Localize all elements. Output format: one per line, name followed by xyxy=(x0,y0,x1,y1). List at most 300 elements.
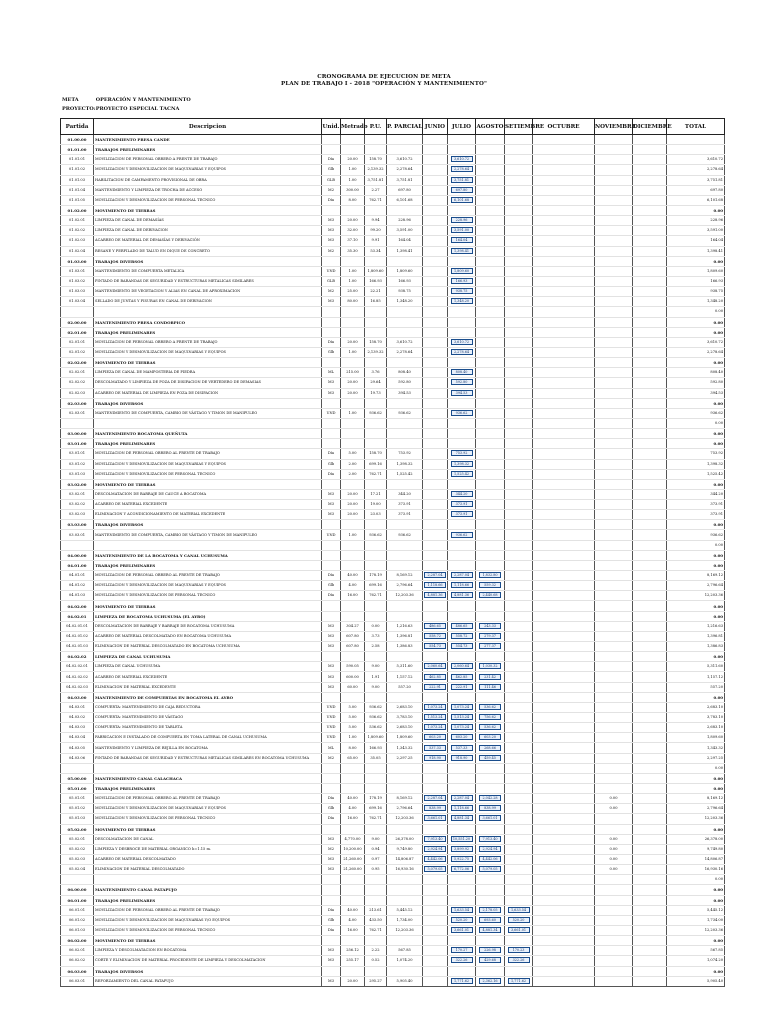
diciembre-cell xyxy=(633,520,667,530)
partida-cell: 05.02.01 xyxy=(61,834,94,844)
precio-unitario-cell: 1,809.60 xyxy=(365,266,387,276)
total-cell: 0.00 xyxy=(667,692,725,702)
table-row xyxy=(61,155,725,165)
precio-parcial-cell xyxy=(387,773,423,783)
julio-cell xyxy=(448,489,476,499)
partida-cell: 02.00.00 xyxy=(61,317,94,327)
unidad-cell: UND xyxy=(322,723,341,733)
junio-cell xyxy=(423,672,448,682)
setiembre-cell xyxy=(505,885,533,895)
schedule-bar: 1,398.32 xyxy=(451,461,473,467)
total-cell: 0.00 xyxy=(667,885,725,895)
precio-unitario-cell: 2.58 xyxy=(365,642,387,652)
partida-cell: 06.01.02 xyxy=(61,915,94,925)
agosto-cell xyxy=(476,672,505,682)
octubre-cell xyxy=(533,865,595,875)
unidad-cell: Glb xyxy=(322,347,341,357)
schedule-bar: 2,362.16 xyxy=(479,978,501,984)
table-row xyxy=(61,560,725,570)
noviembre-cell xyxy=(595,449,633,459)
setiembre-cell xyxy=(505,925,533,935)
table-row xyxy=(61,601,725,611)
metrado-cell xyxy=(341,520,365,530)
julio-cell xyxy=(448,358,476,368)
agosto-cell xyxy=(476,834,505,844)
precio-parcial-cell xyxy=(387,875,423,885)
descripcion-cell: MOVILIZACION DE PERSONAL OBRERO AL FRENTE DE TRABAJO xyxy=(94,449,322,459)
total-cell: 228.96 xyxy=(667,216,725,226)
julio-cell xyxy=(448,905,476,915)
metrado-cell: 215.00 xyxy=(341,368,365,378)
octubre-cell xyxy=(533,733,595,743)
total-cell: 0.00 xyxy=(667,439,725,449)
descripcion-cell: MOVILIZACION Y DESMOVILIZACION DE PERSONAL TECNICO xyxy=(94,591,322,601)
schedule-bar: 3,661.01 xyxy=(451,927,473,933)
junio-cell xyxy=(423,398,448,408)
julio-cell xyxy=(448,317,476,327)
precio-unitario-cell: 536.62 xyxy=(365,723,387,733)
table-row xyxy=(61,642,725,652)
octubre-cell xyxy=(533,439,595,449)
total-cell: 9,749.80 xyxy=(667,844,725,854)
julio-cell xyxy=(448,702,476,712)
precio-parcial-cell: 164.04 xyxy=(387,236,423,246)
metrado-cell: 21,260.00 xyxy=(341,854,365,864)
unidad-cell xyxy=(322,692,341,702)
diciembre-cell xyxy=(633,317,667,327)
metrado-cell: 1.00 xyxy=(341,266,365,276)
schedule-bar: 3,661.01 xyxy=(424,815,446,821)
junio-cell xyxy=(423,378,448,388)
partida-cell: 04.01.01 xyxy=(61,571,94,581)
partida-cell: 06.02.00 xyxy=(61,936,94,946)
descripcion-cell: PINTADO DE BARANDAS DE SEGURIDAD Y ESTRUCTURAS METALICAS SIMILARES EN BOCATOMA UCHUSUMA xyxy=(94,753,322,763)
schedule-bar: 170.27 xyxy=(451,947,473,953)
setiembre-cell xyxy=(505,378,533,388)
total-cell: 0.00 xyxy=(667,611,725,621)
descripcion-cell: SELLADO DE JUNTAS Y FISURAS EN CANAL DE DERIVACION xyxy=(94,297,322,307)
metrado-cell: 40.00 xyxy=(341,905,365,915)
metrado-cell: 4.00 xyxy=(341,581,365,591)
setiembre-cell xyxy=(505,824,533,834)
schedule-bar: 938.75 xyxy=(451,288,473,294)
diciembre-cell xyxy=(633,804,667,814)
octubre-cell xyxy=(533,287,595,297)
setiembre-cell xyxy=(505,155,533,165)
table-row xyxy=(61,368,725,378)
octubre-cell xyxy=(533,976,595,986)
junio-cell xyxy=(423,905,448,915)
julio-cell xyxy=(448,550,476,560)
julio-cell xyxy=(448,723,476,733)
descripcion-cell: LIMPIEZA DE CANAL UCHUSUMA xyxy=(94,662,322,672)
partida-cell: 04.03.04 xyxy=(61,733,94,743)
agosto-cell xyxy=(476,905,505,915)
agosto-cell xyxy=(476,865,505,875)
descripcion-cell: MOVIMIENTO DE TIERRAS xyxy=(94,479,322,489)
descripcion-cell: MOVILIZACION Y DESMOVILIZACION DE MAQUINARIAS Y EQUIPOS xyxy=(94,347,322,357)
precio-parcial-cell: 344.20 xyxy=(387,489,423,499)
octubre-cell xyxy=(533,895,595,905)
metrado-cell: 8.00 xyxy=(341,195,365,205)
partida-cell: 01.02.03 xyxy=(61,236,94,246)
header-setiembre: SETIEMBRE xyxy=(505,119,533,135)
octubre-cell xyxy=(533,773,595,783)
precio-unitario-cell: 0.95 xyxy=(365,865,387,875)
metrado-cell: 25.00 xyxy=(341,287,365,297)
octubre-cell xyxy=(533,135,595,145)
setiembre-cell xyxy=(505,418,533,428)
octubre-cell xyxy=(533,337,595,347)
metrado-cell: 607.80 xyxy=(341,631,365,641)
unidad-cell: Día xyxy=(322,469,341,479)
unidad-cell xyxy=(322,418,341,428)
noviembre-cell xyxy=(595,205,633,215)
table-row xyxy=(61,946,725,956)
junio-cell xyxy=(423,702,448,712)
precio-parcial-cell: 938.75 xyxy=(387,287,423,297)
schedule-bar: 603.20 xyxy=(424,734,446,740)
unidad-cell: M3 xyxy=(322,662,341,672)
setiembre-cell xyxy=(505,368,533,378)
descripcion-cell: MOVIMIENTO DE TIERRAS xyxy=(94,205,322,215)
agosto-cell xyxy=(476,885,505,895)
partida-cell: 02.02.01 xyxy=(61,368,94,378)
setiembre-cell xyxy=(505,266,533,276)
precio-parcial-cell xyxy=(387,652,423,662)
unidad-cell: Día xyxy=(322,794,341,804)
agosto-cell xyxy=(476,195,505,205)
precio-unitario-cell: 699.16 xyxy=(365,459,387,469)
agosto-cell xyxy=(476,205,505,215)
precio-parcial-cell: 166.93 xyxy=(387,276,423,286)
table-row xyxy=(61,388,725,398)
table-row xyxy=(61,652,725,662)
precio-parcial-cell: 808.40 xyxy=(387,368,423,378)
agosto-cell xyxy=(476,408,505,418)
descripcion-cell: MOVIMIENTO DE TIERRAS xyxy=(94,358,322,368)
schedule-bar: 2,287.04 xyxy=(451,795,473,801)
schedule-bar: 3,661.01 xyxy=(479,815,501,821)
diciembre-cell xyxy=(633,347,667,357)
precio-parcial-cell xyxy=(387,560,423,570)
total-cell: 0.00 xyxy=(667,418,725,428)
metrado-cell: 4,770.00 xyxy=(341,834,365,844)
julio-cell xyxy=(448,236,476,246)
schedule-bar: 3,610.72 xyxy=(451,156,473,162)
schedule-bar: 1,118.66 xyxy=(451,805,473,811)
agosto-cell xyxy=(476,652,505,662)
table-row xyxy=(61,611,725,621)
partida-cell: 04.03.05 xyxy=(61,743,94,753)
junio-cell xyxy=(423,723,448,733)
octubre-cell xyxy=(533,784,595,794)
julio-cell xyxy=(448,936,476,946)
agosto-cell xyxy=(476,631,505,641)
table-row xyxy=(61,135,725,145)
descripcion-cell xyxy=(94,418,322,428)
precio-parcial-cell xyxy=(387,763,423,773)
metrado-cell: 65.00 xyxy=(341,753,365,763)
descripcion-cell: ELIMINACION DE MATERIAL DESCOLMATADO EN BOCATOMA UCHUSUMA xyxy=(94,642,322,652)
unidad-cell: M3 xyxy=(322,642,341,652)
metrado-cell: 20.00 xyxy=(341,155,365,165)
schedule-bar: 344.20 xyxy=(451,491,473,497)
noviembre-cell xyxy=(595,439,633,449)
precio-parcial-cell: 1,525.42 xyxy=(387,469,423,479)
unidad-cell: M3 xyxy=(322,510,341,520)
octubre-cell xyxy=(533,317,595,327)
precio-unitario-cell xyxy=(365,327,387,337)
setiembre-cell xyxy=(505,631,533,641)
descripcion-cell: MANTENIMIENTO Y LIMPIEZA DE REJILLA EN BOCATOMA xyxy=(94,743,322,753)
octubre-cell xyxy=(533,834,595,844)
metrado-cell: 1.00 xyxy=(341,347,365,357)
noviembre-cell xyxy=(595,429,633,439)
setiembre-cell xyxy=(505,854,533,864)
metrado-cell xyxy=(341,773,365,783)
total-cell: 344.20 xyxy=(667,489,725,499)
partida-cell: 05.02.04 xyxy=(61,865,94,875)
table-row xyxy=(61,804,725,814)
octubre-cell xyxy=(533,814,595,824)
junio-cell xyxy=(423,581,448,591)
metrado-cell xyxy=(341,327,365,337)
junio-cell xyxy=(423,155,448,165)
total-cell: 0.00 xyxy=(667,966,725,976)
metrado-cell: 304.27 xyxy=(341,621,365,631)
total-cell: 0.00 xyxy=(667,479,725,489)
noviembre-cell: 0.00 xyxy=(595,834,633,844)
metrado-cell: 1.00 xyxy=(341,276,365,286)
agosto-cell xyxy=(476,642,505,652)
octubre-cell xyxy=(533,449,595,459)
descripcion-cell: MANTENIMIENTO DE VEGETACION Y ALIAS EN CANAL DE APROXIMACION xyxy=(94,287,322,297)
descripcion-cell: MOVILIZACION DE PERSONAL OBRERO AL FRENTE DE TRABAJO xyxy=(94,571,322,581)
total-cell: 1,157.12 xyxy=(667,672,725,682)
julio-cell xyxy=(448,895,476,905)
precio-parcial-cell xyxy=(387,145,423,155)
precio-unitario-cell: 0.94 xyxy=(365,844,387,854)
setiembre-cell xyxy=(505,905,533,915)
precio-parcial-cell xyxy=(387,895,423,905)
schedule-bar: 536.62 xyxy=(479,724,501,730)
metrado-cell: 5.00 xyxy=(341,713,365,723)
junio-cell xyxy=(423,358,448,368)
precio-parcial-cell: 1,398.41 xyxy=(387,246,423,256)
agosto-cell xyxy=(476,266,505,276)
metrado-cell: 300.00 xyxy=(341,185,365,195)
schedule-bar: 2,278.64 xyxy=(451,166,473,172)
diciembre-cell xyxy=(633,723,667,733)
julio-cell xyxy=(448,804,476,814)
diciembre-cell xyxy=(633,784,667,794)
octubre-cell xyxy=(533,875,595,885)
noviembre-cell xyxy=(595,662,633,672)
schedule-bar: 558.72 xyxy=(451,633,473,639)
precio-unitario-cell: 16.85 xyxy=(365,297,387,307)
noviembre-cell xyxy=(595,631,633,641)
agosto-cell xyxy=(476,175,505,185)
total-cell: 0.00 xyxy=(667,763,725,773)
table-row xyxy=(61,418,725,428)
octubre-cell xyxy=(533,500,595,510)
unidad-cell xyxy=(322,773,341,783)
setiembre-cell xyxy=(505,297,533,307)
unidad-cell: M3 xyxy=(322,236,341,246)
precio-parcial-cell: 3,783.10 xyxy=(387,713,423,723)
schedule-bar: 7,913.40 xyxy=(424,836,446,842)
agosto-cell xyxy=(476,713,505,723)
agosto-cell xyxy=(476,682,505,692)
diciembre-cell xyxy=(633,936,667,946)
schedule-bar: 1,809.60 xyxy=(451,268,473,274)
setiembre-cell xyxy=(505,226,533,236)
junio-cell xyxy=(423,936,448,946)
junio-cell xyxy=(423,794,448,804)
precio-parcial-cell: 6,101.68 xyxy=(387,195,423,205)
table-row xyxy=(61,205,725,215)
junio-cell xyxy=(423,216,448,226)
octubre-cell xyxy=(533,530,595,540)
noviembre-cell xyxy=(595,358,633,368)
descripcion-cell: MANTENIMIENTO PRESA CANDE xyxy=(94,135,322,145)
metrado-cell xyxy=(341,358,365,368)
julio-cell xyxy=(448,591,476,601)
julio-cell xyxy=(448,631,476,641)
total-cell: 12,203.36 xyxy=(667,591,725,601)
metrado-cell: 1.00 xyxy=(341,175,365,185)
precio-unitario-cell xyxy=(365,885,387,895)
metrado-cell xyxy=(341,601,365,611)
junio-cell xyxy=(423,550,448,560)
schedule-bar: 6,101.68 xyxy=(451,197,473,203)
noviembre-cell xyxy=(595,591,633,601)
noviembre-cell xyxy=(595,753,633,763)
metrado-cell xyxy=(341,763,365,773)
octubre-cell xyxy=(533,327,595,337)
metrado-cell: 607.80 xyxy=(341,642,365,652)
total-cell: 5,445.12 xyxy=(667,905,725,915)
schedule-bar: 3,610.72 xyxy=(451,339,473,345)
diciembre-cell xyxy=(633,266,667,276)
precio-unitario-cell: 0.00 xyxy=(365,621,387,631)
partida-cell: 05.01.00 xyxy=(61,784,94,794)
metrado-cell: 10,200.00 xyxy=(341,844,365,854)
descripcion-cell xyxy=(94,540,322,550)
diciembre-cell xyxy=(633,530,667,540)
precio-parcial-cell: 5,311.60 xyxy=(387,662,423,672)
setiembre-cell xyxy=(505,753,533,763)
noviembre-cell xyxy=(595,195,633,205)
octubre-cell xyxy=(533,205,595,215)
julio-cell xyxy=(448,155,476,165)
header-descripcion: Descripcion xyxy=(94,119,322,135)
descripcion-cell: COMPUERTA: MANTENIMIENTO DE VÁSTAGO xyxy=(94,713,322,723)
octubre-cell xyxy=(533,520,595,530)
metrado-cell: 20.00 xyxy=(341,500,365,510)
agosto-cell xyxy=(476,155,505,165)
diciembre-cell xyxy=(633,429,667,439)
noviembre-cell xyxy=(595,814,633,824)
metrado-cell xyxy=(341,936,365,946)
partida-cell: 01.03.02 xyxy=(61,276,94,286)
julio-cell xyxy=(448,844,476,854)
junio-cell xyxy=(423,510,448,520)
unidad-cell xyxy=(322,601,341,611)
noviembre-cell xyxy=(595,905,633,915)
table-body xyxy=(61,135,725,987)
junio-cell xyxy=(423,946,448,956)
noviembre-cell xyxy=(595,885,633,895)
descripcion-cell: TRABAJOS PRELIMINARES xyxy=(94,327,322,337)
table-row xyxy=(61,834,725,844)
table-row xyxy=(61,398,725,408)
schedule-bar: 936.62 xyxy=(451,532,473,538)
octubre-cell xyxy=(533,540,595,550)
metrado-cell: 80.00 xyxy=(341,297,365,307)
partida-cell: 06.01.01 xyxy=(61,905,94,915)
precio-parcial-cell xyxy=(387,307,423,317)
julio-cell xyxy=(448,145,476,155)
precio-unitario-cell xyxy=(365,550,387,560)
descripcion-cell: CORTE Y ELIMINACION DE MATERIAL PROCEDENTE DE LIMPIEZA Y DESCOLMATACION xyxy=(94,956,322,966)
partida-cell: 01.02.00 xyxy=(61,205,94,215)
total-cell: 2,796.64 xyxy=(667,581,725,591)
total-cell: 1,396.81 xyxy=(667,631,725,641)
total-cell: 3,591.00 xyxy=(667,226,725,236)
precio-unitario-cell xyxy=(365,875,387,885)
unidad-cell xyxy=(322,398,341,408)
setiembre-cell xyxy=(505,550,533,560)
diciembre-cell xyxy=(633,165,667,175)
precio-parcial-cell: 16,930.16 xyxy=(387,865,423,875)
diciembre-cell xyxy=(633,155,667,165)
partida-cell: 01.01.02 xyxy=(61,165,94,175)
agosto-cell xyxy=(476,854,505,864)
julio-cell xyxy=(448,226,476,236)
precio-unitario-cell xyxy=(365,936,387,946)
partida-cell: 06.01.03 xyxy=(61,925,94,935)
schedule-bar: 1,118.66 xyxy=(424,582,446,588)
precio-parcial-cell: 3,610.72 xyxy=(387,337,423,347)
metrado-cell: 37.10 xyxy=(341,236,365,246)
schedule-bar: 243.33 xyxy=(479,623,501,629)
precio-unitario-cell: 23.03 xyxy=(365,510,387,520)
precio-unitario-cell xyxy=(365,784,387,794)
table-row xyxy=(61,692,725,702)
noviembre-cell xyxy=(595,297,633,307)
junio-cell xyxy=(423,175,448,185)
junio-cell xyxy=(423,652,448,662)
setiembre-cell xyxy=(505,865,533,875)
agosto-cell xyxy=(476,287,505,297)
partida-cell: 02.02.02 xyxy=(61,378,94,388)
julio-cell xyxy=(448,165,476,175)
table-row xyxy=(61,682,725,692)
schedule-bar: 322.26 xyxy=(508,957,530,963)
schedule-bar: 1,771.62 xyxy=(451,978,473,984)
schedule-bar: 838.99 xyxy=(424,805,446,811)
precio-parcial-cell xyxy=(387,966,423,976)
julio-cell xyxy=(448,925,476,935)
unidad-cell: M3 xyxy=(322,946,341,956)
noviembre-cell xyxy=(595,479,633,489)
unidad-cell xyxy=(322,307,341,317)
descripcion-cell xyxy=(94,875,322,885)
setiembre-cell xyxy=(505,287,533,297)
octubre-cell xyxy=(533,905,595,915)
